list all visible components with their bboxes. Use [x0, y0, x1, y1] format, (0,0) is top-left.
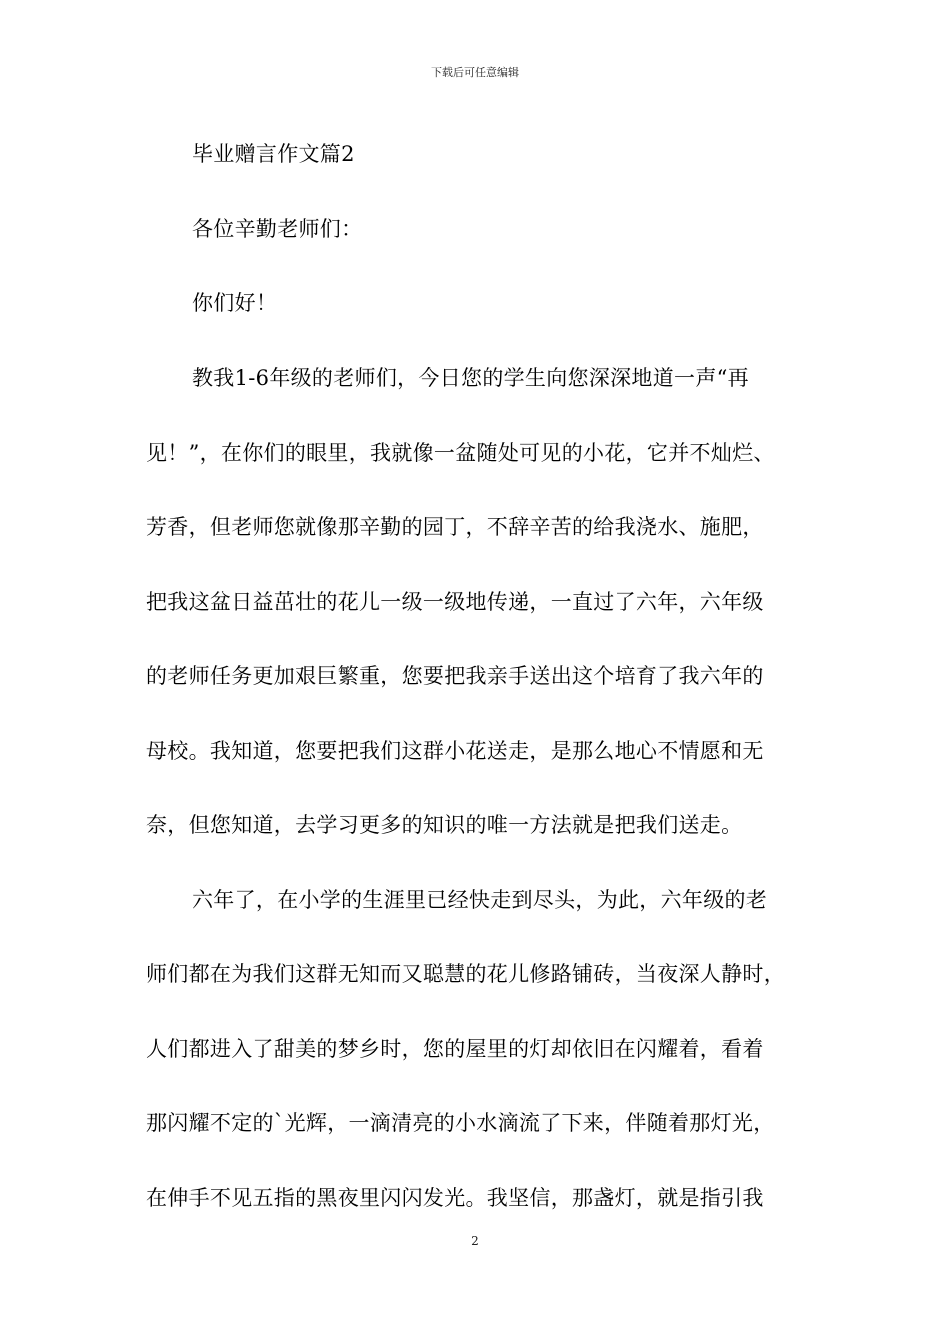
paragraph-line: 母校。我知道，您要把我们这群小花送走，是那么地心不情愿和无	[146, 739, 764, 763]
paragraph-line: 奈，但您知道，去学习更多的知识的唯一方法就是把我们送走。	[146, 813, 743, 837]
greeting-line: 你们好！	[192, 291, 278, 315]
salutation-line: 各位辛勤老师们：	[192, 217, 363, 241]
paragraph-line: 那闪耀不定的`光辉，一滴清亮的小水滴流了下来，伴随着那灯光，	[146, 1111, 775, 1135]
paragraph-line: 六年了，在小学的生涯里已经快走到尽头，为此，六年级的老	[192, 888, 768, 912]
paragraph-line: 在伸手不见五指的黑夜里闪闪发光。我坚信，那盏灯，就是指引我	[146, 1186, 764, 1210]
paragraph-line: 师们都在为我们这群无知而又聪慧的花儿修路铺砖，当夜深人静时，	[146, 962, 785, 986]
paragraph-line: 芳香，但老师您就像那辛勤的园丁，不辞辛苦的给我浇水、施肥，	[146, 515, 764, 539]
paragraph-line: 的老师任务更加艰巨繁重，您要把我亲手送出这个培育了我六年的	[146, 664, 764, 688]
paragraph-line: 把我这盆日益茁壮的花儿一级一级地传递，一直过了六年，六年级	[146, 590, 764, 614]
document-title: 毕业赠言作文篇2	[192, 142, 355, 166]
paragraph-line: 教我1-6年级的老师们，今日您的学生向您深深地道一声“再	[192, 366, 749, 390]
page-header-note: 下载后可任意编辑	[431, 66, 519, 79]
paragraph-line: 见！”，在你们的眼里，我就像一盆随处可见的小花，它并不灿烂、	[146, 441, 775, 465]
paragraph-line: 人们都进入了甜美的梦乡时，您的屋里的灯却依旧在闪耀着，看着	[146, 1037, 764, 1061]
page-number: 2	[471, 1234, 479, 1248]
